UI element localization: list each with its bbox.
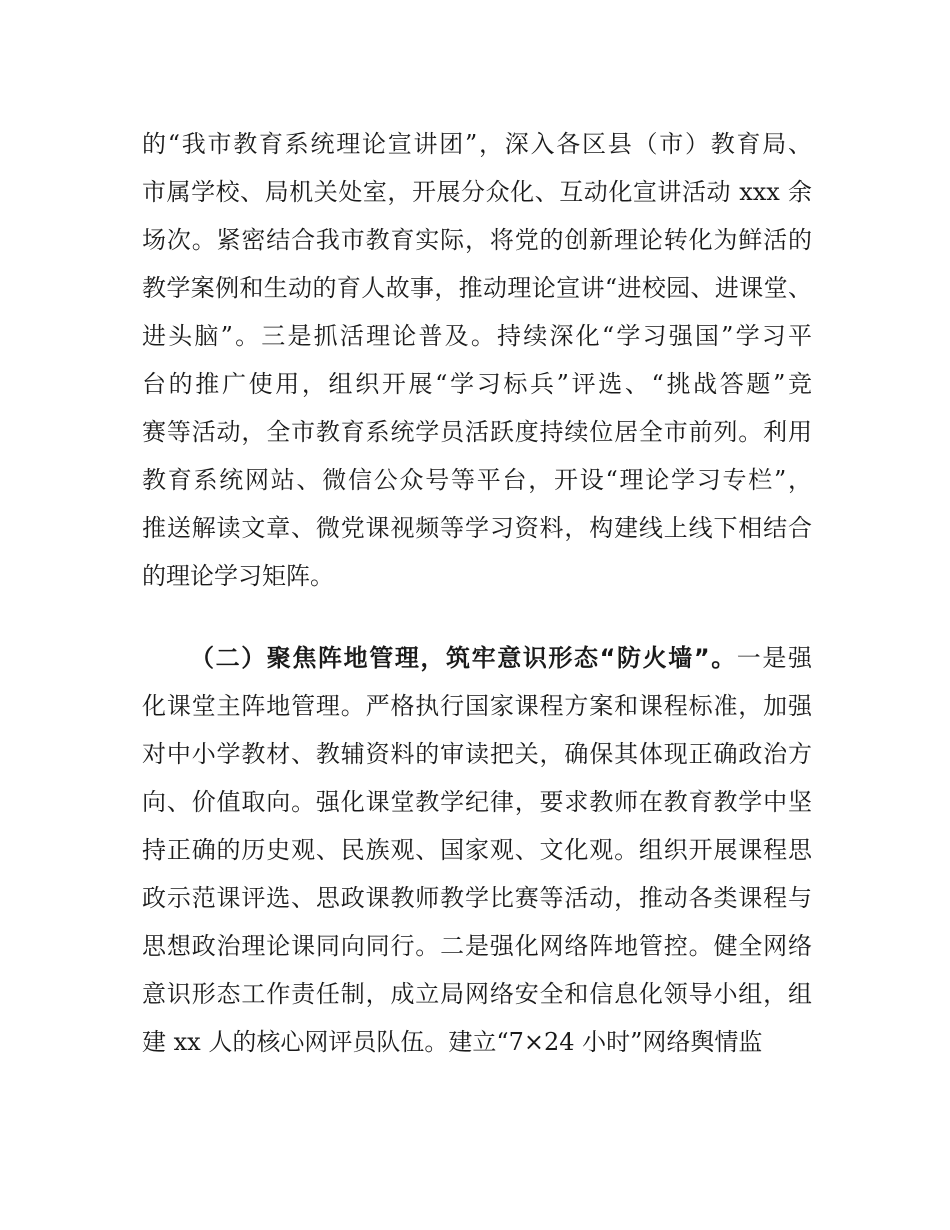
text-line: 持正确的历史观、民族观、国家观、文化观。组织开展课程思	[142, 836, 812, 864]
text-line: 的“我市教育系统理论宣讲团”，深入各区县（市）教育局、	[142, 130, 812, 158]
text-line: 赛等活动，全市教育系统学员活跃度持续位居全市前列。利用	[142, 418, 812, 446]
text-line: 进头脑”。三是抓活理论普及。持续深化“学习强国”学习平	[142, 322, 812, 350]
text-line: 化课堂主阵地管理。严格执行国家课程方案和课程标准，加强	[142, 692, 812, 720]
text-line: 思想政治理论课同向同行。二是强化网络阵地管控。健全网络	[142, 932, 812, 960]
heading-line	[142, 634, 812, 682]
text-line: 推送解读文章、微党课视频等学习资料，构建线上线下相结合	[142, 514, 812, 542]
text-line: 教育系统网站、微信公众号等平台，开设“理论学习专栏”，	[142, 466, 812, 494]
text-line: 场次。紧密结合我市教育实际，将党的创新理论转化为鲜活的	[142, 226, 812, 254]
heading-tail-text: 一是强	[736, 644, 813, 672]
text-line: 台的推广使用，组织开展“学习标兵”评选、“挑战答题”竞	[142, 370, 812, 398]
text-line: 向、价值取向。强化课堂教学纪律，要求教师在教育教学中坚	[142, 788, 812, 816]
text-line: 意识形态工作责任制，成立局网络安全和信息化领导小组，组	[142, 980, 812, 1008]
text-line: 教学案例和生动的育人故事，推动理论宣讲“进校园、进课堂、	[142, 274, 812, 302]
text-line: 对中小学教材、教辅资料的审读把关，确保其体现正确政治方	[142, 740, 812, 768]
section-heading: （二）聚焦阵地管理，筑牢意识形态“防火墙”。	[190, 644, 737, 672]
text-line: 市属学校、局机关处室，开展分众化、互动化宣讲活动 xxx 余	[142, 178, 812, 206]
paragraph-position-management	[142, 634, 812, 1066]
paragraph-theory-promotion	[142, 120, 812, 600]
text-line: 的理论学习矩阵。	[142, 562, 334, 590]
text-line: 政示范课评选、思政课教师教学比赛等活动，推动各类课程与	[142, 884, 812, 912]
text-line: 建 xx 人的核心网评员队伍。建立“7×24 小时”网络舆情监	[142, 1028, 763, 1056]
